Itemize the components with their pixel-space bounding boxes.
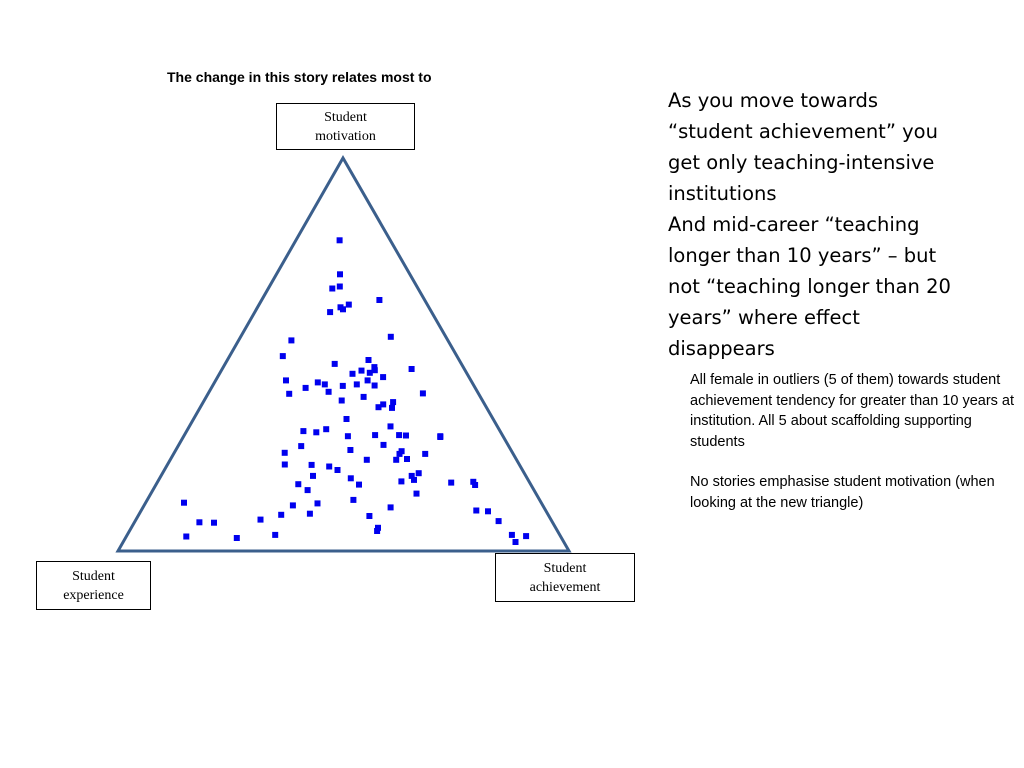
data-point (350, 497, 356, 503)
data-point (390, 399, 396, 405)
data-point (361, 394, 367, 400)
vertex-label-line: Student (72, 568, 115, 584)
data-point (396, 432, 402, 438)
data-point (389, 405, 395, 411)
data-point (327, 309, 333, 315)
data-point (280, 353, 286, 359)
vertex-label-student-achievement (495, 553, 635, 602)
data-point (365, 377, 371, 383)
data-point (234, 535, 240, 541)
data-point (300, 428, 306, 434)
vertex-label-line: experience (63, 587, 124, 603)
data-point (347, 447, 353, 453)
data-point (422, 451, 428, 457)
data-point (196, 519, 202, 525)
data-point (416, 470, 422, 476)
data-point (388, 334, 394, 340)
data-point (473, 508, 479, 514)
data-point (350, 371, 356, 377)
data-point (286, 391, 292, 397)
data-point (523, 533, 529, 539)
data-point (448, 480, 454, 486)
data-point (470, 479, 476, 485)
vertex-label-line: Student (543, 560, 587, 576)
data-point (372, 432, 378, 438)
data-point (298, 443, 304, 449)
data-point (329, 286, 335, 292)
data-point (485, 508, 491, 514)
data-point (282, 462, 288, 468)
data-point (374, 528, 380, 534)
data-point (323, 426, 329, 432)
vertex-label-student-motivation (276, 103, 415, 150)
data-point (305, 487, 311, 493)
data-point (411, 477, 417, 483)
data-point (310, 473, 316, 479)
data-point (372, 367, 378, 373)
data-point (388, 504, 394, 510)
data-point (322, 381, 328, 387)
data-point (309, 462, 315, 468)
data-point (303, 385, 309, 391)
data-point (403, 433, 409, 439)
data-point (509, 532, 515, 538)
data-point (356, 482, 362, 488)
data-point (340, 306, 346, 312)
data-point (496, 518, 502, 524)
data-point (315, 500, 321, 506)
vertex-label-line: Student (324, 109, 367, 125)
data-point (315, 379, 321, 385)
main-observation-text (668, 85, 968, 364)
data-point (332, 361, 338, 367)
data-point (348, 475, 354, 481)
data-point (337, 237, 343, 243)
data-point (420, 390, 426, 396)
data-point (295, 481, 301, 487)
data-point (393, 457, 399, 463)
data-point (344, 416, 350, 422)
vertex-label-student-experience (36, 561, 151, 610)
data-point (404, 456, 410, 462)
data-point (272, 532, 278, 538)
data-point (354, 381, 360, 387)
data-point (282, 450, 288, 456)
side-note-paragraph: No stories emphasise student motivation (when looking at the new triangle) (690, 474, 995, 511)
data-point (366, 513, 372, 519)
side-observation-text (690, 370, 1015, 513)
data-point (258, 517, 264, 523)
data-point (381, 442, 387, 448)
data-point (366, 357, 372, 363)
data-point (211, 520, 217, 526)
data-point (372, 383, 378, 389)
data-point (313, 429, 319, 435)
vertex-label-line: achievement (529, 579, 601, 595)
data-point (335, 467, 341, 473)
data-point (181, 500, 187, 506)
data-point (307, 511, 313, 517)
data-point (388, 423, 394, 429)
data-point (339, 398, 345, 404)
side-note-paragraph: All female in outliers (5 of them) towards student achievement tendency for greater than 10 years at institution. All 5 about scaffolding supporting students (690, 372, 1015, 450)
data-point (398, 478, 404, 484)
data-point (376, 297, 382, 303)
data-point (326, 464, 332, 470)
data-point (346, 302, 352, 308)
chart-title: The change in this story relates most to (167, 69, 432, 85)
data-point (288, 337, 294, 343)
data-point (278, 512, 284, 518)
data-point (283, 377, 289, 383)
data-point (414, 491, 420, 497)
data-point (437, 434, 443, 440)
data-point (345, 433, 351, 439)
data-point (409, 366, 415, 372)
data-point (376, 404, 382, 410)
data-point (340, 383, 346, 389)
data-point (337, 271, 343, 277)
main-note-paragraph: And mid-career “teaching longer than 10 years” – but not “teaching longer than 20 years” where effect disappears (668, 213, 951, 360)
data-point (359, 368, 365, 374)
data-point (380, 374, 386, 380)
data-point (326, 389, 332, 395)
data-point (513, 539, 519, 545)
main-note-paragraph: As you move towards “student achievement” you get only teaching-intensive institutions (668, 89, 938, 205)
vertex-label-line: motivation (315, 128, 376, 144)
ternary-triangle (118, 158, 569, 551)
data-point (397, 451, 403, 457)
data-point (290, 502, 296, 508)
data-point (364, 457, 370, 463)
data-point (337, 284, 343, 290)
data-point (183, 534, 189, 540)
